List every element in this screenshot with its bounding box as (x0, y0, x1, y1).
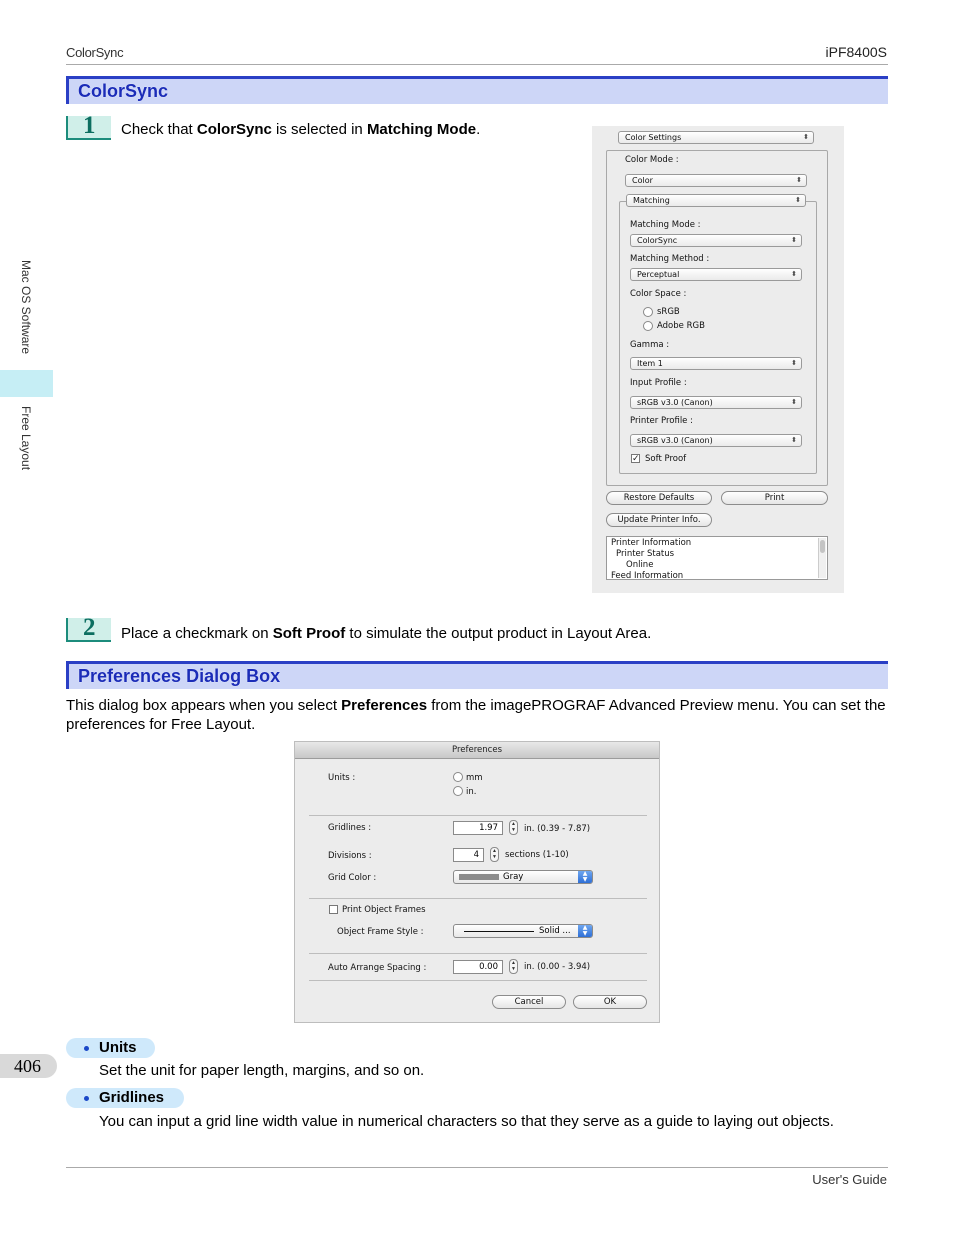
separator (309, 953, 647, 954)
bullet-units-description: Set the unit for paper length, margins, and so on. (99, 1062, 425, 1079)
step-number-box (66, 112, 111, 140)
separator (309, 980, 647, 981)
popup-arrows-icon: ⬍ (791, 236, 797, 244)
step1-text-post: . (476, 121, 481, 138)
step2-bold-soft-proof: Soft Proof (272, 625, 346, 642)
soft-proof-label: Soft Proof (645, 454, 687, 464)
soft-proof-checkbox[interactable] (631, 454, 640, 463)
popup-arrows-icon: ⬍ (791, 436, 797, 444)
step1-bold-matching-mode: Matching Mode (366, 121, 477, 138)
matching-mode-value: ColorSync (637, 236, 678, 245)
unit-in-label: in. (466, 787, 477, 797)
object-frame-style-select[interactable] (453, 924, 593, 938)
intro-bold-preferences: Preferences (341, 697, 428, 714)
select-arrows-icon: ▲ ▼ (578, 925, 592, 937)
footer-rule (66, 1167, 888, 1168)
info-line-feed-information: Feed Information (611, 571, 684, 580)
srgb-radio-label: sRGB (657, 307, 680, 317)
matching-method-label: Matching Method : (630, 254, 710, 264)
print-object-frames-checkbox[interactable] (329, 905, 338, 914)
gamma-value: Item 1 (637, 359, 663, 368)
popup-arrows-icon: ⬍ (791, 270, 797, 278)
unit-in-radio[interactable] (453, 786, 463, 796)
color-settings-screenshot (592, 126, 844, 593)
gamma-popup[interactable] (630, 357, 802, 370)
units-label: Units : (328, 773, 356, 783)
preferences-title-bar: Preferences (295, 742, 659, 759)
gray-swatch (459, 874, 499, 880)
step-number: 1 (83, 112, 96, 139)
section-heading-text: Preferences Dialog Box (78, 666, 281, 686)
printer-profile-popup[interactable] (630, 434, 802, 447)
info-line-printer-status: Printer Status (616, 549, 675, 559)
divisions-stepper[interactable]: ▲ ▼ (490, 847, 499, 862)
step-number-box (66, 614, 111, 642)
color-space-label: Color Space : (630, 289, 687, 299)
intro-text-post: from the imagePROGRAF Advanced Preview menu. You can set the preferences for Free Layout. (66, 697, 886, 733)
intro-text-pre: This dialog box appears when you select (66, 697, 342, 714)
auto-arrange-range: in. (0.00 - 3.94) (524, 962, 591, 972)
step1-text-mid: is selected in (271, 121, 367, 138)
checkmark-icon: ✓ (632, 453, 640, 463)
update-printer-info-button[interactable]: Update Printer Info. (606, 513, 712, 527)
bullet-dot-icon (84, 1096, 89, 1101)
popup-arrows-icon: ⬍ (796, 176, 802, 184)
print-button[interactable]: Print (721, 491, 828, 505)
info-line-online: Online (626, 560, 654, 570)
cancel-button[interactable]: Cancel (492, 995, 566, 1009)
bullet-units (66, 1038, 155, 1058)
gridlines-label: Gridlines : (328, 823, 372, 833)
bullet-units-title: Units (99, 1039, 137, 1056)
side-tab-mac-os-software: Mac OS Software (19, 260, 33, 355)
unit-mm-radio[interactable] (453, 772, 463, 782)
step2-text-post: to simulate the output product in Layout Area. (345, 625, 652, 642)
section-heading-preferences (66, 661, 888, 689)
running-header-model: iPF8400S (825, 44, 887, 60)
matching-mode-popup[interactable] (630, 234, 802, 247)
section-heading-colorsync (66, 76, 888, 104)
bullet-gridlines-title: Gridlines (99, 1089, 165, 1106)
printer-information-box[interactable] (606, 536, 828, 580)
side-tab-marker (0, 370, 53, 397)
color-mode-value: Color (632, 176, 653, 185)
print-object-frames-label: Print Object Frames (342, 905, 426, 915)
info-scrollbar-thumb[interactable] (820, 540, 825, 553)
step1-text-pre: Check that (121, 121, 197, 138)
input-profile-label: Input Profile : (630, 378, 687, 388)
bullet-gridlines-description: You can input a grid line width value in numerical characters so that they serve as a guide to laying out objects. (99, 1113, 834, 1130)
gamma-label: Gamma : (630, 340, 670, 350)
color-mode-popup[interactable] (625, 174, 807, 187)
step2-text (121, 624, 881, 643)
separator (309, 815, 647, 816)
popup-arrows-icon: ⬍ (795, 196, 801, 204)
color-settings-popup[interactable] (618, 131, 814, 144)
separator (309, 898, 647, 899)
preferences-dialog-screenshot (294, 741, 660, 1023)
step2-text-pre: Place a checkmark on (121, 625, 273, 642)
adobe-rgb-radio[interactable] (643, 321, 653, 331)
header-rule (66, 64, 888, 65)
divisions-label: Divisions : (328, 851, 372, 861)
color-settings-popup-label: Color Settings (625, 133, 682, 142)
printer-profile-label: Printer Profile : (630, 416, 693, 426)
preferences-intro-paragraph (66, 696, 888, 734)
unit-mm-label: mm (466, 773, 483, 783)
popup-arrows-icon: ⬍ (803, 133, 809, 141)
bullet-gridlines (66, 1088, 184, 1108)
ok-button[interactable]: OK (573, 995, 647, 1009)
grid-color-label: Grid Color : (328, 873, 377, 883)
info-scrollbar[interactable] (818, 538, 826, 578)
popup-arrows-icon: ⬍ (791, 359, 797, 367)
srgb-radio[interactable] (643, 307, 653, 317)
section-heading-text: ColorSync (78, 81, 169, 101)
footer-guide-name: User's Guide (812, 1172, 887, 1187)
page-number: 406 (0, 1054, 57, 1078)
input-profile-value: sRGB v3.0 (Canon) (637, 398, 713, 407)
select-arrows-icon: ▲ ▼ (578, 871, 592, 883)
color-mode-label: Color Mode : (625, 155, 679, 165)
info-line-printer-information: Printer Information (611, 538, 692, 548)
gridlines-range: in. (0.39 - 7.87) (524, 824, 591, 834)
matching-method-popup[interactable] (630, 268, 802, 281)
grid-color-select[interactable] (453, 870, 593, 884)
grid-color-value: Gray (503, 872, 524, 882)
gridlines-input[interactable]: 1.97 (453, 821, 503, 835)
divisions-input[interactable]: 4 (453, 848, 484, 862)
gridlines-stepper[interactable]: ▲ ▼ (509, 820, 518, 835)
matching-popup-label: Matching (633, 196, 670, 205)
auto-arrange-stepper[interactable]: ▲ ▼ (509, 959, 518, 974)
auto-arrange-spacing-label: Auto Arrange Spacing : (328, 963, 427, 973)
matching-mode-label: Matching Mode : (630, 220, 701, 230)
input-profile-popup[interactable] (630, 396, 802, 409)
auto-arrange-spacing-input[interactable]: 0.00 (453, 960, 503, 974)
printer-profile-value: sRGB v3.0 (Canon) (637, 436, 713, 445)
running-header-section: ColorSync (66, 45, 124, 60)
solid-line-sample (464, 931, 534, 932)
step-number: 2 (83, 614, 96, 641)
divisions-range: sections (1-10) (505, 850, 569, 860)
object-frame-style-label: Object Frame Style : (337, 927, 424, 937)
popup-arrows-icon: ⬍ (791, 398, 797, 406)
matching-method-value: Perceptual (637, 270, 680, 279)
frame-style-value: Solid ... (539, 926, 571, 936)
step1-text (121, 120, 581, 139)
matching-popup[interactable] (626, 194, 806, 207)
restore-defaults-button[interactable]: Restore Defaults (606, 491, 712, 505)
side-tab-free-layout: Free Layout (19, 406, 33, 471)
adobe-rgb-radio-label: Adobe RGB (657, 321, 705, 331)
step1-bold-colorsync: ColorSync (196, 121, 272, 138)
bullet-dot-icon (84, 1046, 89, 1051)
